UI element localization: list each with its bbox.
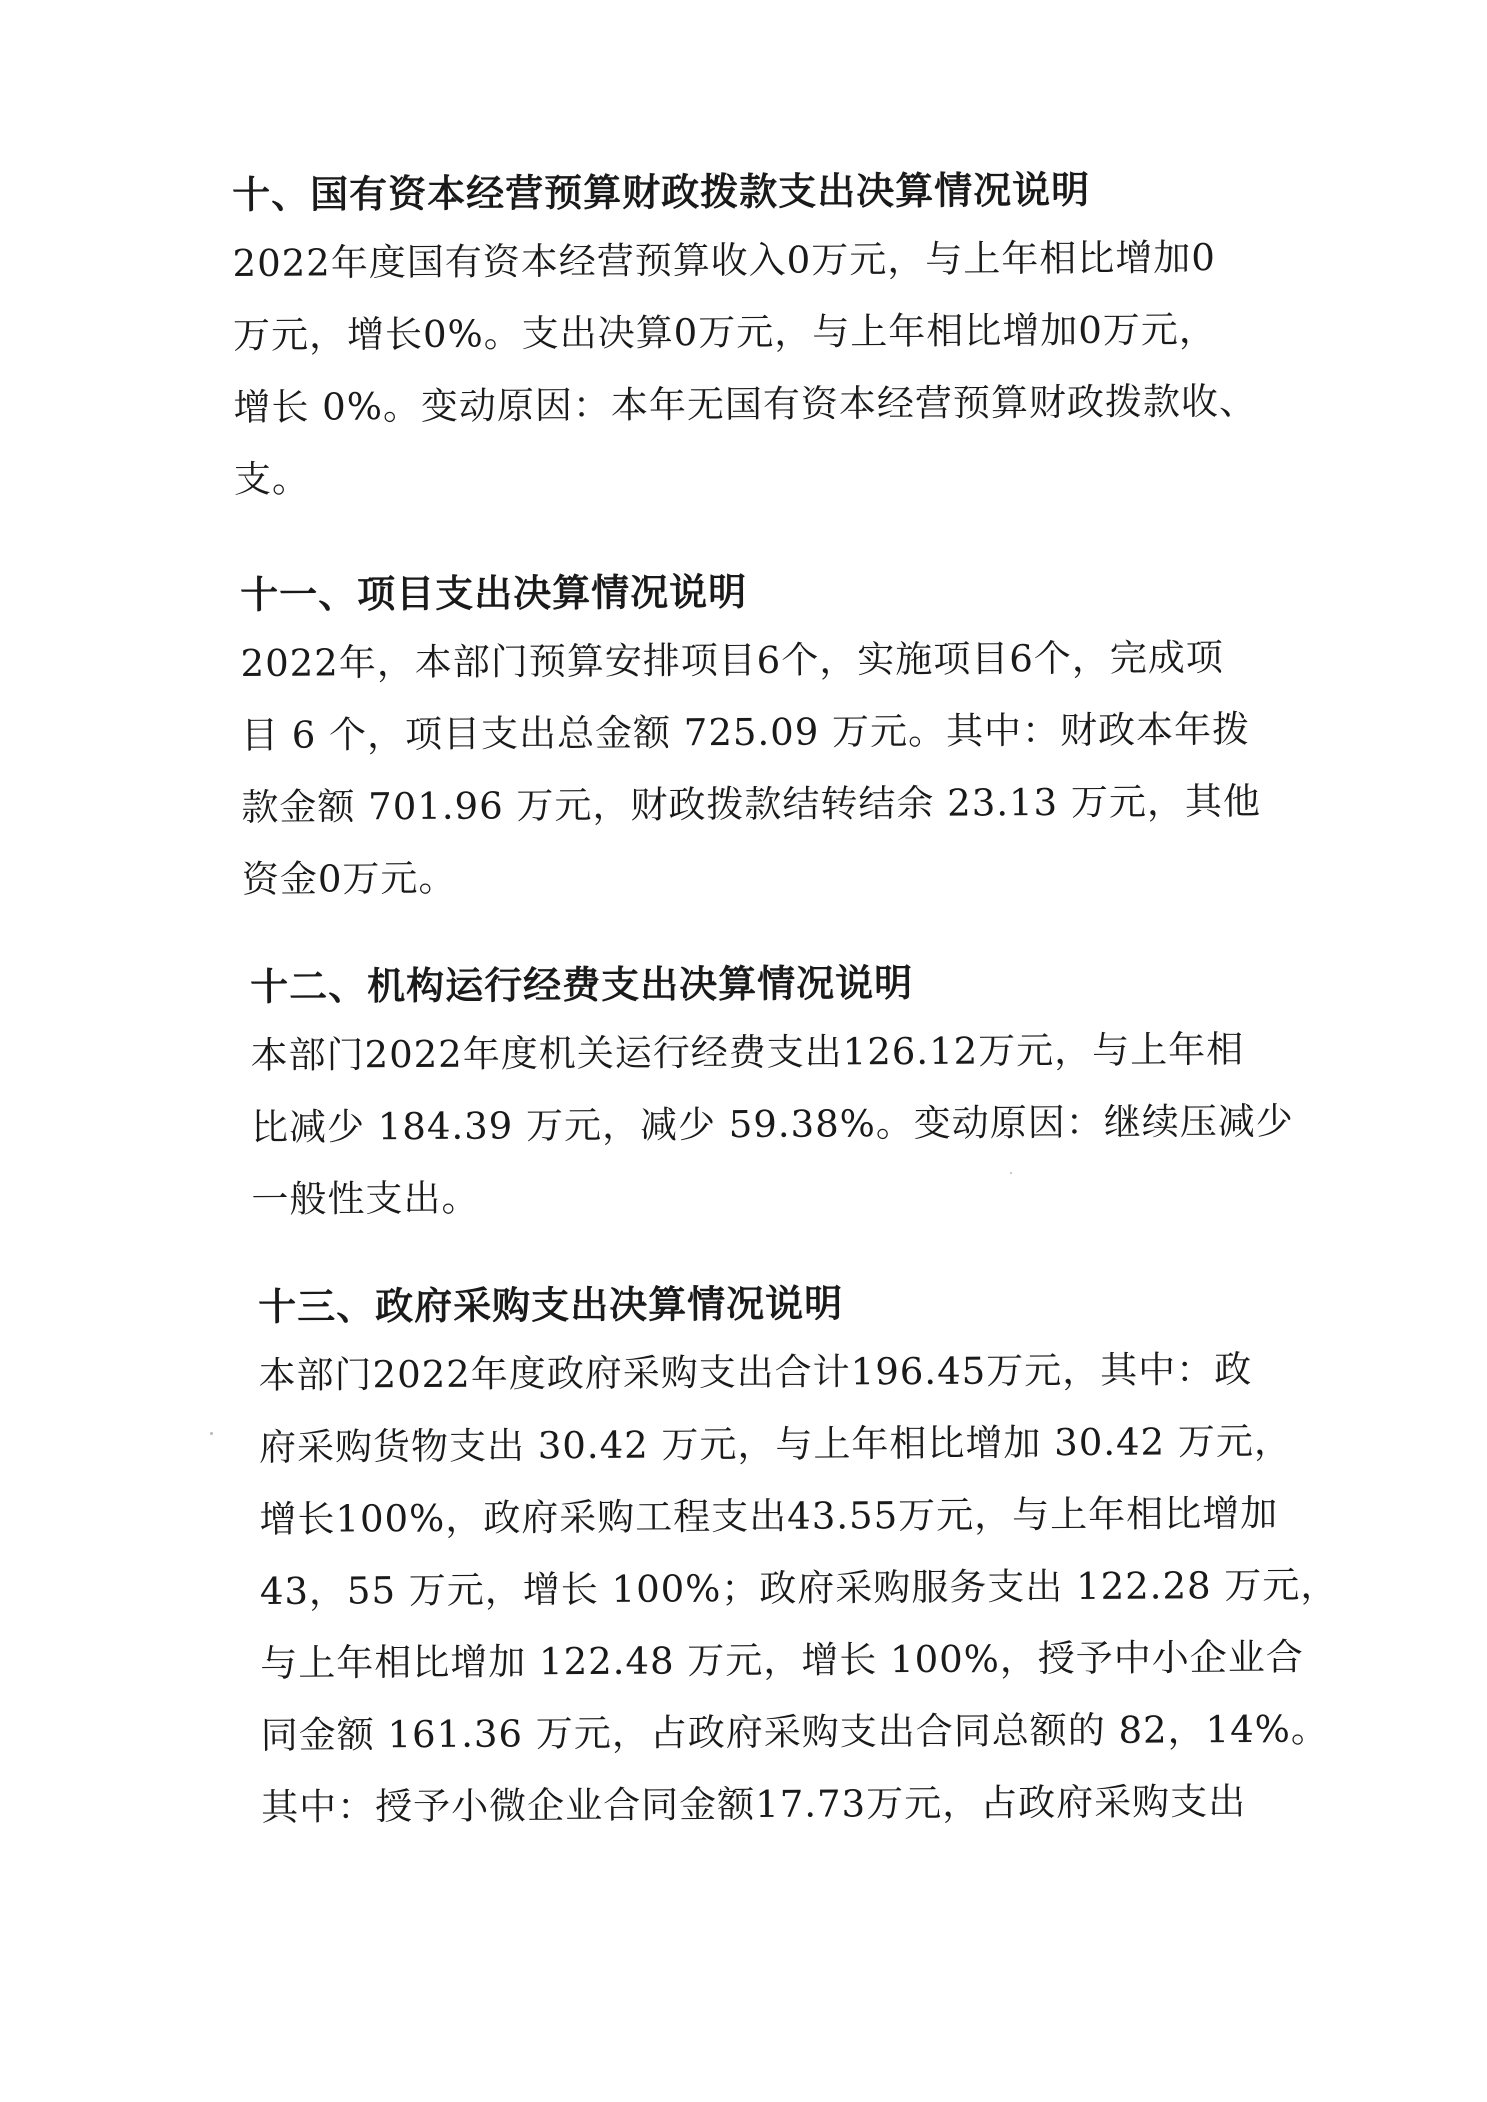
section-paragraph <box>240 621 1322 916</box>
section-heading: 十、国有资本经营预算财政拨款支出决算情况说明 <box>232 167 1091 217</box>
paragraph-line: 本部门2022年度政府采购支出合计196.45万元，其中：政 <box>258 1347 1253 1397</box>
paragraph-line: 本部门2022年度机关运行经费支出126.12万元，与上年相 <box>250 1027 1245 1077</box>
paragraph-line: 一般性支出。 <box>251 1176 480 1221</box>
section-paragraph <box>232 221 1314 516</box>
section-paragraph <box>250 1013 1331 1236</box>
scan-speck <box>1010 1172 1012 1174</box>
section-11 <box>240 561 1322 916</box>
section-heading: 十二、机构运行经费支出决算情况说明 <box>250 960 914 1009</box>
paragraph-line: 支。 <box>233 457 311 501</box>
paragraph-line: 资金0万元。 <box>241 856 457 901</box>
paragraph-line: 增长 0%。变动原因：本年无国有资本经营预算财政拨款收、 <box>233 379 1258 429</box>
section-13 <box>258 1273 1341 1844</box>
section-heading: 十一、项目支出决算情况说明 <box>240 569 748 617</box>
paragraph-line: 同金额 161.36 万元，占政府采购支出合同总额的 82，14%。 <box>260 1707 1329 1757</box>
paragraph-line: 万元，增长0%。支出决算0万元，与上年相比增加0万元， <box>232 307 1217 357</box>
paragraph-line: 目 6 个，项目支出总金额 725.09 万元。其中：财政本年拨 <box>240 707 1251 757</box>
paragraph-line: 款金额 701.96 万元，财政拨款结转结余 23.13 万元，其他 <box>241 779 1262 829</box>
section-10 <box>232 161 1314 516</box>
paragraph-line: 2022年，本部门预算安排项目6个，实施项目6个，完成项 <box>240 635 1224 685</box>
paragraph-line: 其中：授予小微企业合同金额17.73万元，占政府采购支出 <box>261 1779 1247 1829</box>
section-12 <box>250 953 1332 1236</box>
paragraph-line: 2022年度国有资本经营预算收入0万元，与上年相比增加0 <box>232 235 1216 285</box>
paragraph-line: 43，55 万元，增长 100%；政府采购服务支出 122.28 万元， <box>259 1563 1339 1613</box>
paragraph-line: 增长100%，政府采购工程支出43.55万元，与上年相比增加 <box>259 1491 1279 1541</box>
section-paragraph <box>258 1333 1341 1844</box>
paragraph-line: 比减少 184.39 万元，减少 59.38%。变动原因：继续压减少 <box>250 1099 1294 1149</box>
paragraph-line: 府采购货物支出 30.42 万元，与上年相比增加 30.42 万元， <box>258 1419 1293 1469</box>
paragraph-line: 与上年相比增加 122.48 万元，增长 100%，授予中小企业合 <box>260 1635 1304 1685</box>
section-heading: 十三、政府采购支出决算情况说明 <box>258 1281 844 1329</box>
scan-speck <box>210 1432 213 1435</box>
